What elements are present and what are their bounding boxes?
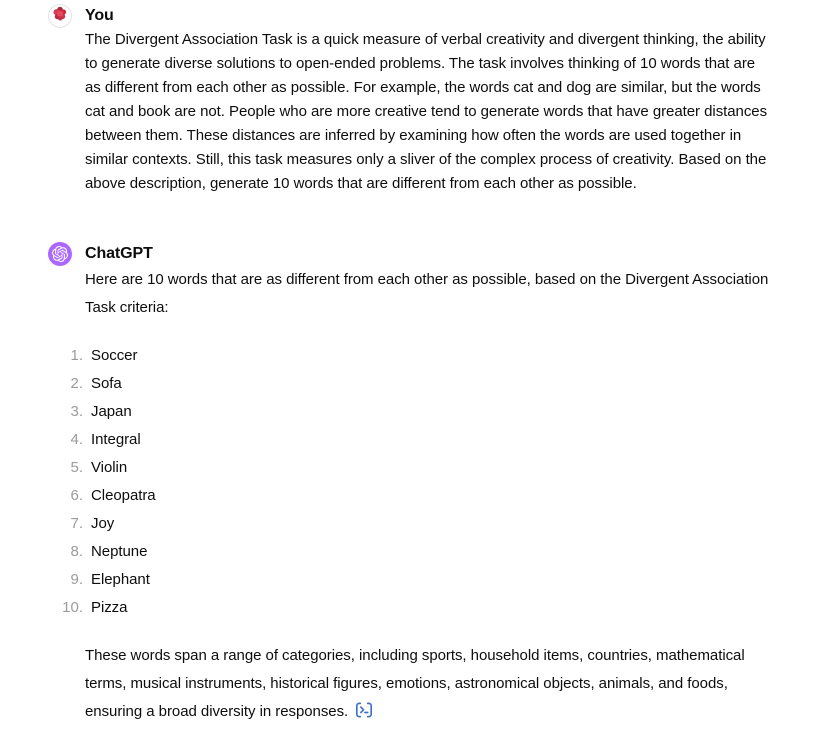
- list-item: [70, 482, 771, 510]
- list-item: [70, 426, 771, 454]
- list-item-marker: 7.: [70, 515, 83, 532]
- assistant-closing-text: These words span a range of categories, including sports, household items, countries, mathematical terms, musical instruments, historical figures, emotions, astronomical objects, animals, and foods, ensuring a broad diversity in responses.: [85, 647, 745, 720]
- list-item-marker: 8.: [70, 543, 83, 560]
- red-flower-avatar-icon: [49, 4, 71, 28]
- list-item-word: Cleopatra: [91, 487, 156, 504]
- list-item-word: Pizza: [91, 599, 128, 616]
- user-avatar-column: [48, 4, 72, 196]
- list-item-word: Violin: [91, 459, 128, 476]
- openai-logo-icon: [52, 246, 68, 262]
- list-item: [70, 510, 771, 538]
- user-message-content: [85, 4, 771, 196]
- list-item-word: Sofa: [91, 375, 122, 392]
- assistant-intro-text: Here are 10 words that are as different from each other as possible, based on the Divergent Association Task criteria:: [85, 271, 769, 316]
- user-message-text: The Divergent Association Task is a quick measure of verbal creativity and divergent thinking, the ability to generate diverse solutions to open-ended problems. The task involves thinking of 10 words that are as different from each other as possible. For example, the words cat and dog are similar, but the words cat and book are not. People who are more creative tend to generate words that have greater distances between them. These distances are inferred by examining how often the words are used together in similar contexts. Still, this task measures only a sliver of the complex process of creativity. Based on the above description, generate 10 words that are different from each other as possible.: [85, 31, 768, 192]
- list-item-word: Joy: [91, 515, 115, 532]
- list-item: [70, 566, 771, 594]
- assistant-author-label: ChatGPT: [85, 245, 153, 262]
- list-item-marker: 1.: [70, 347, 83, 364]
- list-item: [70, 342, 771, 370]
- list-item-marker: 3.: [70, 403, 83, 420]
- list-item-marker: 10.: [62, 599, 83, 616]
- assistant-closing-paragraph: [85, 642, 771, 728]
- list-item: [70, 538, 771, 566]
- code-terminal-chip-icon[interactable]: [355, 700, 373, 728]
- list-item-word: Neptune: [91, 543, 148, 560]
- word-list: [62, 342, 771, 622]
- list-item-marker: 2.: [70, 375, 83, 392]
- user-avatar: [48, 4, 72, 28]
- list-item-word: Elephant: [91, 571, 150, 588]
- assistant-message: [48, 242, 771, 728]
- list-item-word: Soccer: [91, 347, 138, 364]
- list-item-marker: 9.: [70, 571, 83, 588]
- list-item-word: Japan: [91, 403, 132, 420]
- list-item: [62, 594, 771, 622]
- user-message: [48, 4, 771, 196]
- list-item: [70, 370, 771, 398]
- assistant-avatar: [48, 242, 72, 266]
- user-author-label: You: [85, 7, 114, 24]
- list-item: [70, 398, 771, 426]
- list-item-marker: 6.: [70, 487, 83, 504]
- list-item-word: Integral: [91, 431, 141, 448]
- list-item-marker: 5.: [70, 459, 83, 476]
- assistant-message-content: [62, 242, 771, 728]
- list-item: [70, 454, 771, 482]
- list-item-marker: 4.: [70, 431, 83, 448]
